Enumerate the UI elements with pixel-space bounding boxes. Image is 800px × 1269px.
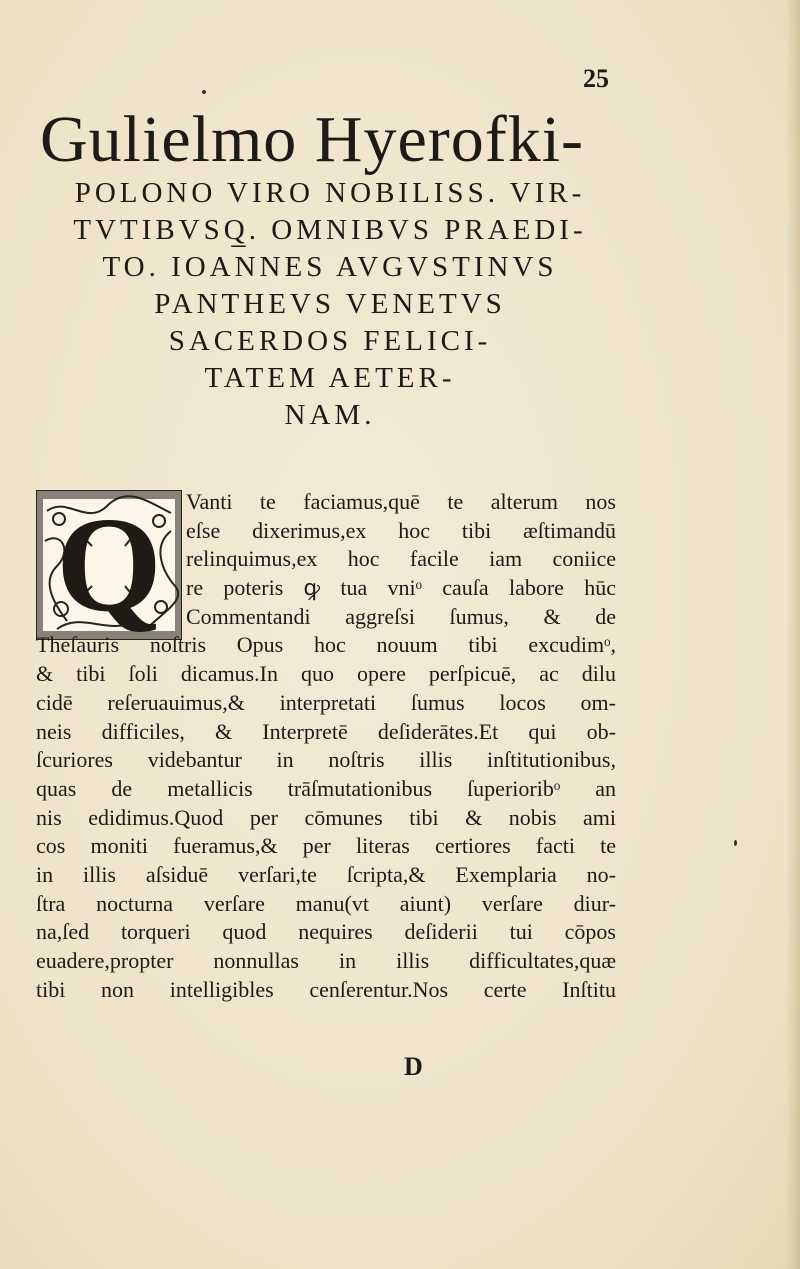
text-line: quas de metallicis trāſmutationibus ſuperioribᵒ an: [36, 775, 616, 801]
dedication-heading: [30, 175, 630, 434]
dedication-line: TVTIBVSQ̲. OMNIBVS PRAEDI-: [73, 214, 587, 246]
initial-letter: Q: [56, 490, 162, 640]
dedication-line: PANTHEVS VENETVS: [154, 288, 506, 320]
text-line: Vanti te faciamus,quē te alterum nos: [186, 489, 616, 514]
text-line: ſcuriores videbantur in noſtris illis inſtitutionibus,: [36, 747, 616, 773]
ink-speck: [202, 90, 206, 94]
page-number: 25: [583, 64, 609, 93]
text-line: in illis aſsiduē verſari,te ſcripta,& Exemplaria no-: [36, 861, 616, 887]
text-line: re poteris ꝙ tua vniᵒ cauſa labore hūc: [186, 575, 616, 601]
page-title: Gulielmo Hyerofki-: [40, 103, 585, 176]
body-text: [36, 488, 616, 1004]
text-line: na,ſed torqueri quod nequires deſiderii tui cōpos: [36, 919, 616, 945]
text-line: cidē reſeruauimus,& interpretati ſumus locos om-: [36, 689, 616, 715]
dedication-line: TO. IOANNES AVGVSTINVS: [102, 251, 558, 283]
ink-speck: [734, 840, 737, 846]
dedication-line: SACERDOS FELICI-: [168, 325, 492, 357]
dedication-line: POLONO VIRO NOBILISS. VIR-: [74, 177, 586, 209]
text-line: ſtra nocturna verſare manu(vt aiunt) verſare diur-: [36, 890, 616, 916]
text-line: Theſauris noſtris Opus hoc nouum tibi excudimᵒ,: [36, 632, 616, 658]
text-line: euadere,propter nonnullas in illis difficultates,quæ: [36, 948, 616, 973]
text-line: & tibi ſoli dicamus.In quo opere perſpicuē, ac dilu: [36, 661, 616, 687]
text-line: Commentandi aggreſsi ſumus, & de: [186, 603, 616, 629]
page-edge-shadow: [786, 0, 800, 1269]
dedication-line: NAM.: [284, 399, 376, 431]
text-line: nis edidimus.Quod per cōmunes tibi & nobis ami: [36, 804, 616, 830]
catchword: D: [404, 1052, 423, 1081]
text-line: eſse dixerimus,ex hoc tibi æſtimandū: [186, 517, 616, 543]
text-line: relinquimus,ex hoc facile iam coniice: [186, 546, 616, 572]
text-line: tibi non intelligibles cenſerentur.Nos certe Inſtitu: [36, 976, 616, 1002]
text-line: neis difficiles, & Interpretē deſiderātes.Et qui ob-: [36, 718, 616, 744]
text-line: cos moniti fueramus,& per literas certiores facti te: [36, 833, 616, 859]
dedication-line: TATEM AETER-: [204, 362, 456, 394]
